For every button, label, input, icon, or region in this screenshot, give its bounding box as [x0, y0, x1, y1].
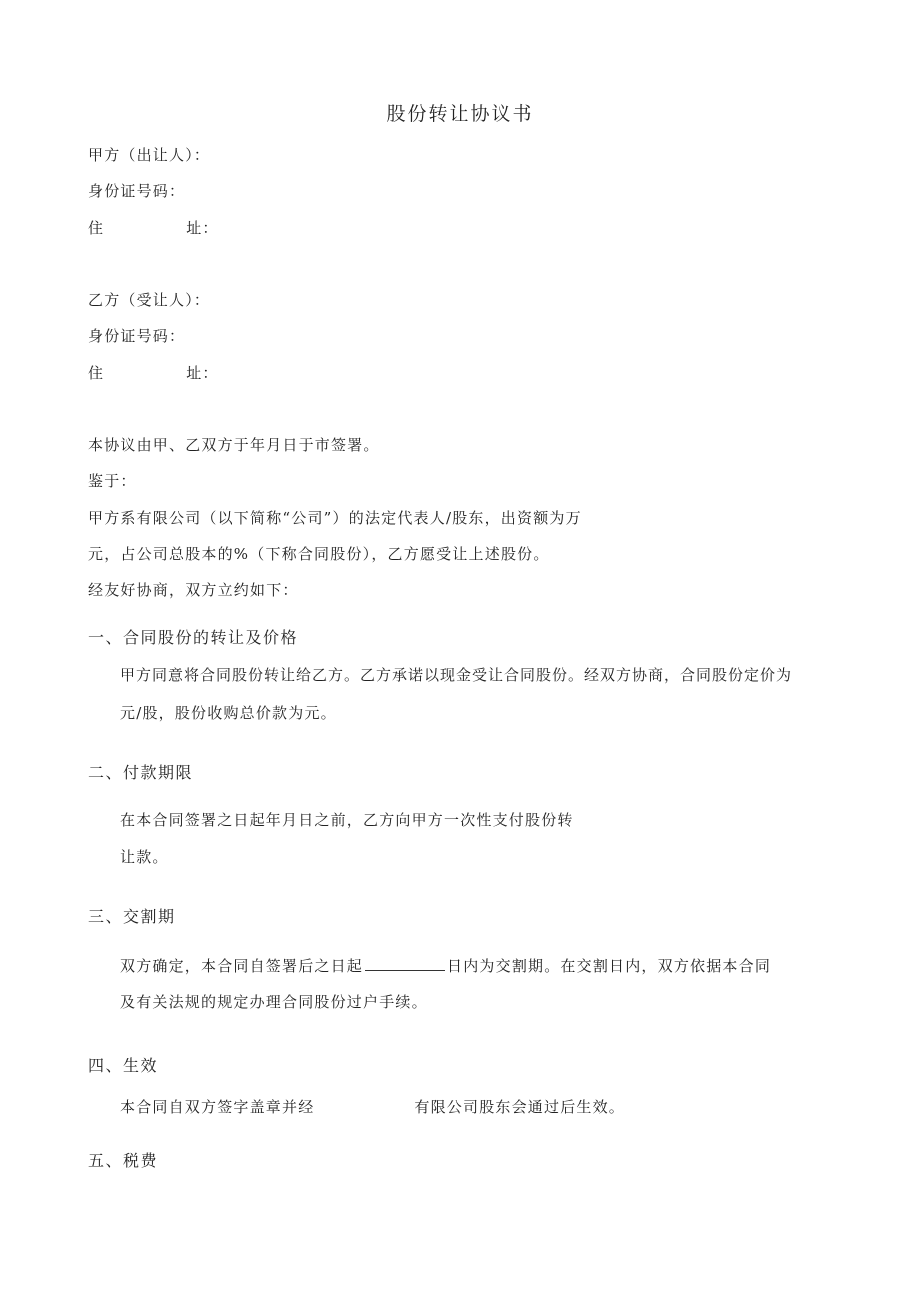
- section-3-line-1: [120, 956, 771, 976]
- party-a-address-char1: 住: [88, 219, 105, 237]
- section-4-line-1-post: 有限公司股东会通过后生效。: [414, 1098, 626, 1116]
- section-3-line-2: 及有关法规的规定办理合同股份过户手续。: [120, 993, 428, 1011]
- signing-statement: 本协议由甲、乙双方于年月日于市签署。: [88, 436, 380, 454]
- party-a-address-label: [88, 218, 219, 238]
- section-2-heading: 二、付款期限: [88, 763, 194, 782]
- party-b-address-char1: 住: [88, 364, 105, 382]
- section-2-line-1: 在本合同签署之日起年月日之前，乙方向甲方一次性支付股份转: [120, 811, 574, 829]
- section-1-heading: 一、合同股份的转让及价格: [88, 628, 299, 647]
- section-1-line-2: 元/股，股份收购总价款为元。: [120, 704, 337, 722]
- section-4-heading: 四、生效: [88, 1056, 159, 1075]
- deadline-days-blank: [365, 956, 445, 971]
- section-3-line-1-post: 日内为交割期。在交割日内，双方依据本合同: [447, 957, 772, 975]
- section-2-line-2: 让款。: [120, 848, 169, 866]
- whereas-line-1: 甲方系有限公司（以下简称“公司”）的法定代表人/股东，出资额为万: [88, 509, 582, 527]
- section-4-line-1-pre: 本合同自双方签字盖章并经: [120, 1098, 315, 1116]
- section-3-line-1-pre: 双方确定，本合同自签署后之日起: [120, 957, 364, 975]
- party-a-address-char2: 址：: [186, 219, 219, 237]
- whereas-label: 鉴于：: [88, 472, 137, 490]
- section-3-heading: 三、交割期: [88, 907, 176, 926]
- section-4-line-1: [120, 1097, 625, 1117]
- section-1-line-1: 甲方同意将合同股份转让给乙方。乙方承诺以现金受让合同股份。经双方协商，合同股份定价为: [120, 666, 793, 684]
- party-b-address-char2: 址：: [186, 364, 219, 382]
- whereas-line-2: 元，占公司总股本的%（下称合同股份），乙方愿受让上述股份。: [88, 545, 550, 563]
- party-b-id-label: 身份证号码：: [88, 327, 186, 345]
- party-a-id-label: 身份证号码：: [88, 182, 186, 200]
- party-b-address-label: [88, 363, 219, 383]
- party-b-label: 乙方（受让人）：: [88, 291, 211, 309]
- document-title: 股份转让协议书: [386, 103, 534, 125]
- agreement-intro: 经友好协商，双方立约如下：: [88, 581, 299, 599]
- section-5-heading: 五、税费: [88, 1151, 159, 1170]
- party-a-label: 甲方（出让人）：: [88, 146, 211, 164]
